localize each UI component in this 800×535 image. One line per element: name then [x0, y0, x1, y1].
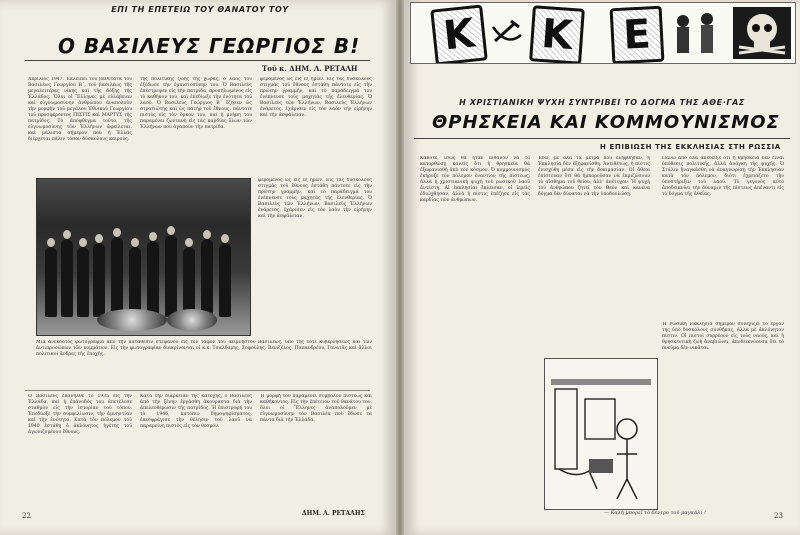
left-headline: Ο ΒΑΣΙΛΕΥΣ ΓΕΩΡΓΙΟΣ Β!	[58, 34, 361, 58]
cartoon-illustration	[544, 358, 658, 510]
left-lower-col-3: Ἡ μορφή του παραμένει σύμβολον πίστεως καὶ καθήκοντος. Εἰς τὴν ἐπέτειον τοῦ θανάτου του, ὅλοι οἱ Ἕλληνες ἀναπολοῦμεν μὲ εὐγνωμοσύνην τὸν Βασιλέα ποὺ ἔδωσε τὰ πάντα διὰ τὴν Ἑλλάδα.	[260, 394, 372, 423]
left-byline: Τοῦ κ. ΔΗΜ. Λ. ΡΕΤΑΛΗ	[262, 64, 358, 73]
right-col-3: Πάνω ἀπὸ ὅλα ἀπέδειξε ὅτι ἡ θρησκεία δὲν εἶναι ὑπόθεσις πολιτικῆς, ἀλλὰ ἀνάγκη τῆς ψυχῆς. Ὁ Στάλιν ἠναγκάσθη νὰ ἀναγνωρίσῃ τὴν Ἐκκλησίαν κατὰ τὸν πόλεμον, διότι ἐχρειάζετο τὴν ὑποστήριξιν τοῦ λαοῦ. Τὸ γεγονὸς αὐτὸ ἀποδεικνύει τὴν δύναμιν τῆς πίστεως ἀπέναντι εἰς τὸ δόγμα τῆς ἀθεΐας.	[662, 156, 784, 197]
banner-letter-e: Ε	[610, 6, 665, 64]
figures-icon	[669, 9, 725, 59]
kke-cartoon-banner	[410, 2, 796, 64]
right-headline: ΘΡΗΣΚΕΙΑ ΚΑΙ ΚΟΜΜΟΥΝΙΣΜΟΣ	[432, 112, 780, 133]
left-signature: ΔΗΜ. Λ. ΡΕΤΑΛΗΣ	[302, 510, 365, 517]
right-col-3-lower: Ἡ Ρωσικὴ Ἐκκλησία σήμερον συνεχίζει τὸ ἔργον της ὑπὸ δυσκόλους συνθήκας, ἀλλὰ μὲ ἀκλόνητον πίστιν. Οἱ πιστοὶ συρρέουν εἰς τοὺς ναούς, καὶ ἡ θρησκευτικὴ ζωὴ ἀναβιώνει, ἀποδεικνύουσα ὅτι τὸ πνεῦμα δὲν νικᾶται.	[662, 322, 784, 351]
cartoon-caption: — Καλὴ μπορεῖ τὸ δέντρο τοῦ μαγκάλι !	[604, 510, 706, 516]
banner-letter-k2: Κ	[529, 5, 585, 64]
right-headline-rule	[414, 138, 790, 139]
left-page	[0, 0, 396, 535]
left-page-number: 22	[22, 512, 31, 520]
caption-rule	[25, 390, 370, 391]
left-col-3-mid: φερόμενος ὡς εἷς ἐξ ἡμῶν. Εἰς τὰς δυσκόλους στιγμὰς τοῦ ἔθνους ἐστάθη πάντοτε εἰς τὴν πρώτην γραμμήν, καὶ τὸ παράδειγμά του ἐνέπνευσε τοὺς μαχητὰς τῆς ἐλευθερίας. Ὁ Βασιλεὺς τῶν Ἑλλήνων, Βασιλεὺς Ἑλλήνων ἐνάρετος, ἐχάρισεν εἰς τὸν λαὸν τὴν εἰρήνην καὶ τὴν ἀσφάλειαν.	[258, 178, 372, 219]
right-page	[404, 0, 800, 535]
skull-icon	[733, 7, 791, 59]
hammer-sickle-icon	[489, 17, 525, 47]
headline-rule	[25, 60, 370, 61]
left-col-3: φερόμενος ὡς εἷς ἐξ ἡμῶν. Εἰς τὰς δυσκόλους στιγμὰς τοῦ ἔθνους ἐστάθη πάντοτε εἰς τὴν πρώτην γραμμήν, καὶ τὸ παράδειγμά του ἐνέπνευσε τοὺς μαχητὰς τῆς ἐλευθερίας. Ὁ Βασιλεὺς τῶν Ἑλλήνων, Βασιλεὺς Ἑλλήνων ἐνάρετος, ἐχάρισεν εἰς τὸν λαὸν τὴν εἰρήνην καὶ τὴν ἀσφάλειαν.	[260, 77, 372, 118]
left-col-1: Ἀπρίλιος 1947. Ἐκλείπει τοῦ βαθύτατα τοῦ Βασιλέως Γεωργίου Β΄, τοῦ βασιλέως τῆς μεγαλειτέρας νίκης καὶ τῆς δόξης τῆς Ἑλλάδος. Ὅλοι οἱ Ἕλληνες μὲ εὐλάβειαν καὶ εὐγνωμοσύνην ἀνθρώπου ἀναπολοῦν τὴν μορφὴν τοῦ μεγάλου Ἐθνικοῦ Γεωργίου τοῦ προσφέροντος ΠΙΣΤΙΣ καὶ ΜΑΡΤΥΣ τῆς πατρίδος. Τὸ ἀπόφθεγμα τοῦτο, τῆς εὐγνωμοσύνης τῶν Ἑλλήνων ὡφείλεται, καὶ μάλιστα σήμερον ποὺ ἡ Ἑλλάς διέρχεται πάλιν τόσον δύσκολους καιρούς.	[28, 77, 132, 142]
cartoon-drawing-icon	[545, 359, 657, 509]
wreath-ceremony-photo	[36, 178, 251, 336]
right-subhead: Η ΕΠΙΒΙΩΣΗ ΤΗΣ ΕΚΚΛΗΣΙΑΣ ΣΤΗ ΡΩΣΣΙΑ	[600, 143, 781, 151]
banner-letter-k1: Κ	[430, 4, 488, 64]
right-kicker: Η ΧΡΙΣΤΙΑΝΙΚΗ ΨΥΧΗ ΣΥΝΤΡΙΒΕΙ ΤΟ ΔΟΓΜΑ ΤΗΣ ΑΘΕ·ΓΑΣ	[459, 98, 745, 107]
left-lower-col-2: Κατὰ τὴν διάρκειαν τῆς κατοχῆς, ὁ Βασιλεὺς ἀπὸ τὴν ξένην ἐργάσθη ἀκούραστα διὰ τὴν ἀπελευθέρωσιν τῆς πατρίδος. Ἡ ἐπιστροφή του τὸ 1946, κατόπιν δημοψηφίσματος, ἐπεσφράγισε τὴν θέλησιν τοῦ λαοῦ νὰ παραμείνη πιστὸς εἰς τὸν θεσμόν.	[140, 394, 252, 429]
left-kicker: ΕΠΙ ΤΗ ΕΠΕΤΕΙΩ ΤΟΥ ΘΑΝΑΤΟΥ ΤΟΥ	[111, 5, 289, 14]
left-lower-col-1: Ὁ Βασιλεὺς ἐπανῆλθε τὸ 1935 εἰς τὴν Ἑλλάδα, καὶ ἡ ἐπάνοδός του ἀπετέλεσε σταθμὸν εἰς τὴν ἱστορίαν τοῦ τόπου. Ἐπεδίωξε τὴν συμφιλίωσιν, τὴν ἀμνηστίαν καὶ τὴν ἐνότητα. Κατὰ τὸν πόλεμον τοῦ 1940 ἐστάθη ὁ ἀκλόνητος ἡγέτης τοῦ ἀγωνιζομένου ἔθνους.	[28, 394, 132, 435]
photo-caption: Μία ἀνέκδοτος φωτογραφία ἀπὸ τὴν κατάθεσιν στεφάνου εἰς τὸν τάφον τοῦ ἀειμνήστου Βασιλέως, ὑπὸ τῆς τότε κυβερνήσεως καὶ τῶν ἀντιπροσώπων τῶν κομμάτων. Εἰς τὴν φωτογραφίαν διακρίνονται οἱ κ.κ. Τσαλδάρης, Σοφούλης, Βενιζέλος, Παπανδρέου, Γονατᾶς καὶ ἄλλοι πολιτικοὶ ἄνδρες τῆς ἐποχῆς.	[36, 340, 372, 357]
left-col-2: τῆς πολιτικῆς ζωῆς τῆς χώρας, ὁ λαὸς τοῦ ἐξέδωσε τὴν ἐμπιστοσύνην του. Ὁ Βασιλεὺς ἐπέστρεψεν εἰς τὴν πατρίδα, προσηλωμένος εἰς τὸ καθῆκον του, καὶ ἐπεδίωξε τὴν ἐνότητα τοῦ λαοῦ. Ὁ Βασιλεὺς Γεώργιος Β΄ ἔζησεν ὡς στρατιώτης καὶ ὡς πατὴρ τοῦ ἔθνους, πάντοτε πιστὸς εἰς τὸν ὅρκον του, καὶ ἡ μνήμη του παραμένει ζωντανὴ εἰς τὰς καρδίας ὅλων τῶν Ἑλλήνων ποὺ ἀγαποῦν τὴν πατρίδα.	[140, 77, 252, 130]
spine-gutter	[396, 0, 404, 535]
right-col-1: Κάποτε, ἴσως θὰ ἦταν πιθανὸν νὰ τὸ κατορθώσῃ κανεὶς ὅτι ἡ θρησκεία θὰ ἐξαφανισθῆ ἀπὸ τὸν κόσμον. Ὁ κομμουνισμὸς ἐκήρυξε τὸν πόλεμον ἐναντίον τῆς πίστεως, ἀλλὰ ἡ χριστιανικὴ ψυχὴ τοῦ ρωσικοῦ λαοῦ ἀντέστη. Αἱ ἐκκλησίαι ἔκλεισαν, οἱ ἱερεῖς ἐδιώχθησαν, ἀλλὰ ἡ πίστις ἐπέζησε εἰς τὰς καρδίας τῶν ἀνθρώπων.	[420, 156, 530, 203]
right-col-2: Ἐδῶ, μὲ ὅλα τὰ μέτρα ποὺ ἐλήφθησαν, ἡ Ἐκκλησία δὲν ἐξηφανίσθη. Ἀντιθέτως, ἡ πίστις ἐνισχύθη μέσα εἰς τὴν δοκιμασίαν. Οἱ ἄθεοι ἐπίστευαν ὅτι θὰ ἠμποροῦσαν νὰ ἐκριζώσουν τὸ αἴσθημα τοῦ θείου, ἀλλ' ἀπέτυχον. Ἡ ψυχὴ τοῦ ἀνθρώπου ζητεῖ τὸν Θεὸν καὶ κανένα δόγμα δὲν δύναται νὰ τὴν ὑποδουλώσῃ.	[538, 156, 650, 197]
right-page-number: 23	[774, 512, 783, 520]
